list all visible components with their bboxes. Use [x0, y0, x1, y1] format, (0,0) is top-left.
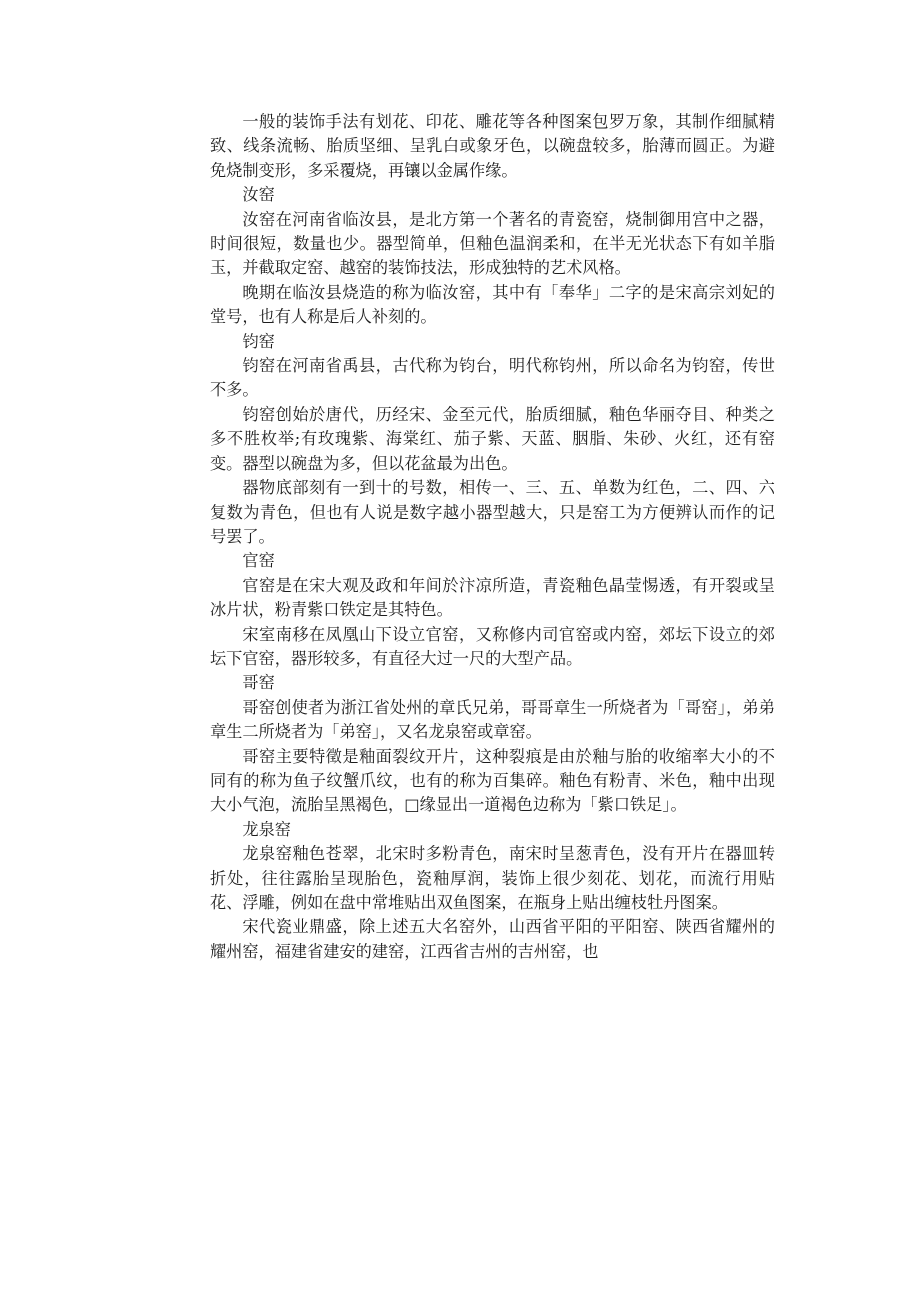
paragraph-ge-1: 哥窑创使者为浙江省处州的章氏兄弟，哥哥章生一所烧者为「哥窑」，弟弟章生二所烧者为「弟窑」，又名龙泉窑或章窑。 — [210, 697, 775, 742]
paragraph-ru-2: 晚期在临汝县烧造的称为临汝窑，其中有「奉华」二字的是宋高宗刘妃的堂号，也有人称是后人补刻的。 — [210, 282, 775, 327]
paragraph-jun-1: 钧窑在河南省禹县，古代称为钧台，明代称钧州，所以命名为钧窑，传世不多。 — [210, 356, 775, 400]
section-heading-longquan-kiln: 龙泉窑 — [242, 819, 291, 839]
paragraph-guan-2: 宋室南移在凤凰山下设立官窑，又称修内司官窑或内窑，郊坛下设立的郊坛下官窑，器形较多，有直径大过一尺的大型产品。 — [210, 624, 775, 668]
section-heading-ru-kiln: 汝窑 — [242, 185, 275, 205]
paragraph-ru-1: 汝窑在河南省临汝县，是北方第一个著名的青瓷窑，烧制御用宫中之器，时间很短，数量也少。器型简单，但釉色温润柔和，在半无光状态下有如羊脂玉，并截取定窑、越窑的装饰技法，形成独特的艺术风格。 — [210, 209, 775, 278]
paragraph-longquan-1: 龙泉窑釉色苍翠，北宋时多粉青色，南宋时呈葱青色，没有开片在器皿转折处，往往露胎呈现胎色，瓷釉厚润，装饰上很少刻花、划花，而流行用贴花、浮雕，例如在盘中常堆贴出双鱼图案，在瓶身上贴出缠枝牡丹图案。 — [210, 844, 775, 912]
section-heading-ge-kiln: 哥窑 — [242, 673, 275, 693]
paragraph-intro: 一般的装饰手法有划花、印花、雕花等各种图案包罗万象，其制作细腻精致、线条流畅、胎质坚细、呈乳白或象牙色，以碗盘较多，胎薄而圆正。为避免烧制变形，多采覆烧，再镶以金属作缘。 — [210, 112, 775, 180]
paragraph-song-summary: 宋代瓷业鼎盛，除上述五大名窑外，山西省平阳的平阳窑、陕西省耀州的耀州窑，福建省建安的建窑，江西省吉州的吉州窑，也 — [210, 917, 775, 961]
section-heading-jun-kiln: 钧窑 — [242, 331, 275, 351]
paragraph-guan-1: 官窑是在宋大观及政和年间於汴凉所造，青瓷釉色晶莹惕透，有开裂或呈冰片状，粉青紫口铁定是其特色。 — [210, 575, 775, 620]
paragraph-jun-3: 器物底部刻有一到十的号数，相传一、三、五、单数为红色，二、四、六复数为青色，但也有人说是数字越小器型越大，只是窑工为方便辨认而作的记号罢了。 — [210, 478, 775, 546]
document-body — [210, 110, 775, 964]
paragraph-jun-2: 钧窑创始於唐代，历经宋、金至元代，胎质细腻，釉色华丽夺目、种类之多不胜枚举;有玫瑰紫、海棠红、茄子紫、天蓝、胭脂、朱砂、火红，还有窑变。器型以碗盘为多，但以花盆最为出色。 — [210, 404, 775, 473]
section-heading-guan-kiln: 官窑 — [242, 551, 275, 571]
paragraph-ge-2: 哥窑主要特徵是釉面裂纹开片，这种裂痕是由於釉与胎的收缩率大小的不同有的称为鱼子纹蟹爪纹，也有的称为百集碎。釉色有粉青、米色，釉中出现大小气泡，流胎呈黑褐色，□缘显出一道褐色边称为「紫口铁足」。 — [210, 746, 775, 815]
